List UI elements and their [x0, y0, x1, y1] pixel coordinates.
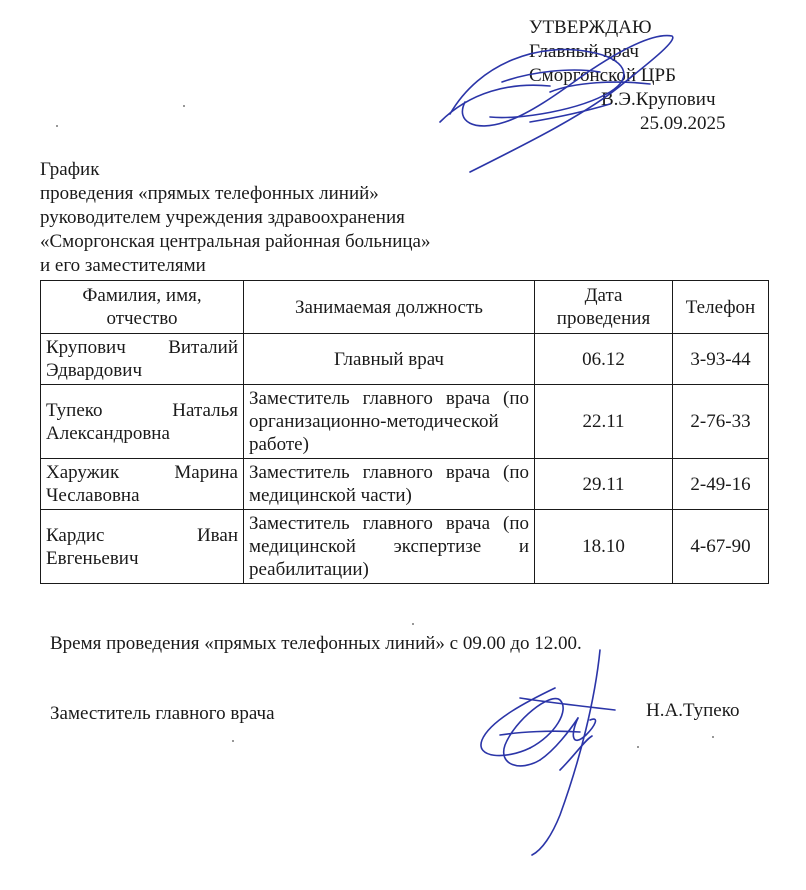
row-name: Кардис Иван Евгеньевич — [41, 510, 244, 584]
approval-signer: В.Э.Крупович — [601, 89, 716, 110]
row-position: Заместитель главного врача (по организационно-методической работе) — [244, 385, 535, 459]
scan-speck — [56, 125, 58, 127]
row-date: 22.11 — [535, 385, 673, 459]
table-row — [41, 459, 769, 510]
header-phone: Телефон — [673, 281, 769, 334]
title-line5: и его заместителями — [40, 255, 206, 276]
row-phone: 3-93-44 — [673, 334, 769, 385]
row-date: 06.12 — [535, 334, 673, 385]
table-row — [41, 334, 769, 385]
row-phone: 4-67-90 — [673, 510, 769, 584]
header-position: Занимаемая должность — [244, 281, 535, 334]
title-line1: График — [40, 159, 100, 180]
row-position: Главный врач — [244, 334, 535, 385]
approval-position-line2: Сморгонской ЦРБ — [529, 65, 676, 86]
document-title — [40, 158, 430, 278]
header-date: Дата проведения — [535, 281, 673, 334]
table-row — [41, 510, 769, 584]
footer-deputy-name: Н.А.Тупеко — [646, 700, 740, 721]
scan-speck — [637, 746, 639, 748]
row-date: 29.11 — [535, 459, 673, 510]
schedule-table — [40, 280, 769, 584]
row-name: Тупеко Наталья Александровна — [41, 385, 244, 459]
approval-position-line1: Главный врач — [529, 41, 639, 62]
header-name: Фамилия, имя, отчество — [41, 281, 244, 334]
time-note: Время проведения «прямых телефонных линий» с 09.00 до 12.00. — [50, 633, 582, 654]
approval-date: 25.09.2025 — [640, 113, 726, 134]
table-row — [41, 385, 769, 459]
scan-speck — [232, 740, 234, 742]
row-date: 18.10 — [535, 510, 673, 584]
scan-speck — [712, 736, 714, 738]
row-name: Харужик Марина Чеславовна — [41, 459, 244, 510]
footer-deputy-title: Заместитель главного врача — [50, 703, 275, 724]
approval-heading: УТВЕРЖДАЮ — [529, 17, 652, 38]
title-line4: «Сморгонская центральная районная больница» — [40, 231, 431, 252]
table-header-row — [41, 281, 769, 334]
row-position: Заместитель главного врача (по медицинской экспертизе и реабилитации) — [244, 510, 535, 584]
row-phone: 2-49-16 — [673, 459, 769, 510]
title-line3: руководителем учреждения здравоохранения — [40, 207, 405, 228]
deputy-signature-image — [460, 640, 630, 860]
scan-speck — [412, 623, 414, 625]
scan-speck — [183, 105, 185, 107]
approval-block — [529, 16, 726, 136]
row-position: Заместитель главного врача (по медицинской части) — [244, 459, 535, 510]
row-phone: 2-76-33 — [673, 385, 769, 459]
title-line2: проведения «прямых телефонных линий» — [40, 183, 379, 204]
row-name: Крупович Виталий Эдвардович — [41, 334, 244, 385]
